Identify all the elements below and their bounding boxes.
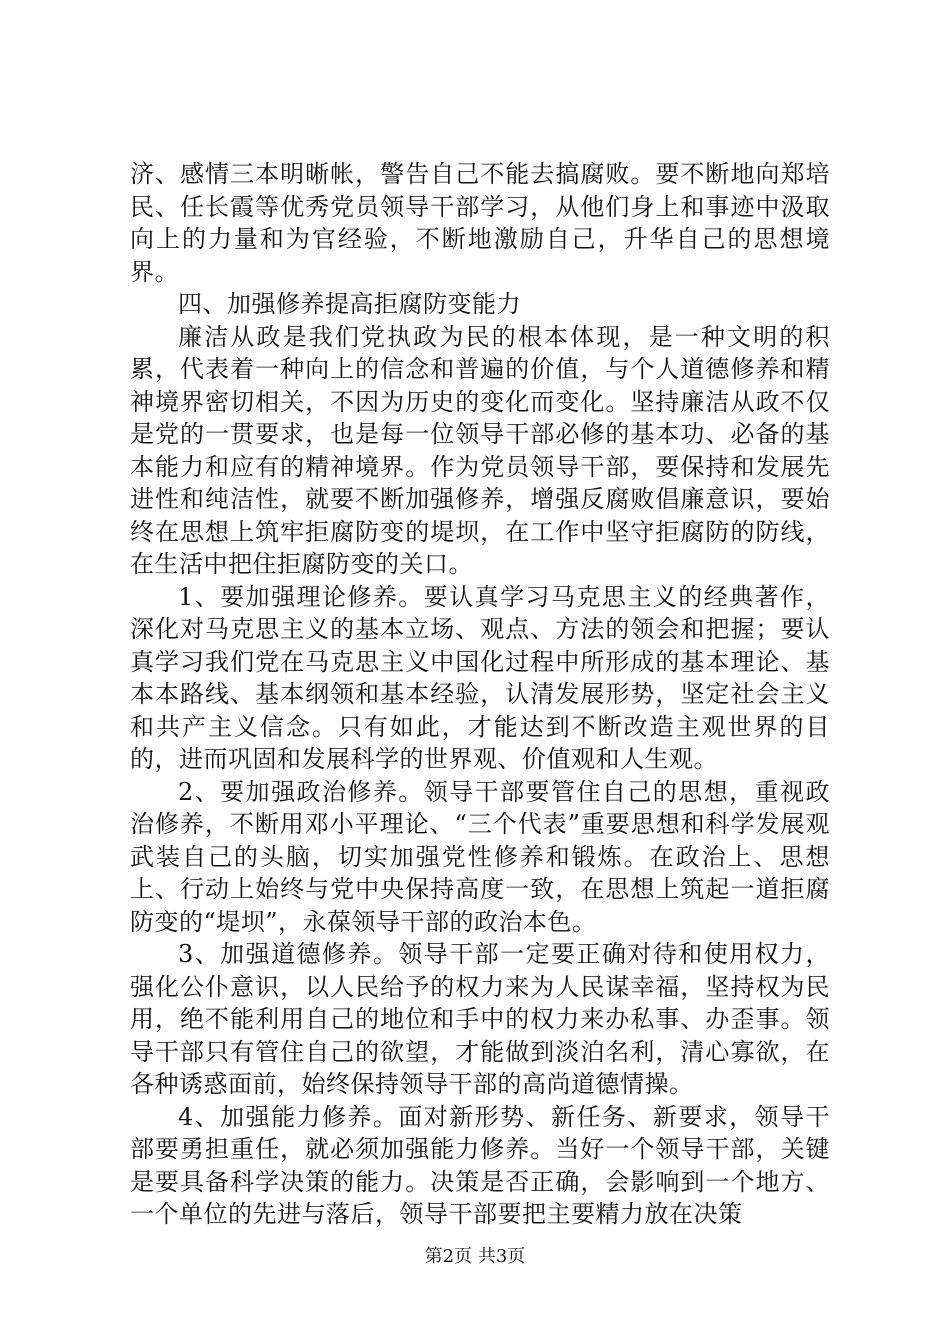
page-footer: 第2页 共3页	[424, 1246, 526, 1267]
paragraph-item-1: 1、要加强理论修养。要认真学习马克思主义的经典著作，深化对马克思主义的基本立场、观点、方法的领会和把握；要认真学习我们党在马克思主义中国化过程中所形成的基本理论、基本本路线、基本纲领和基本经验，认清发展形势，坚定社会主义和共产主义信念。只有如此，才能达到不断改造主观世界的目的，进而巩固和发展科学的世界观、价值观和人生观。	[130, 582, 830, 773]
paragraph-continuation: 济、感情三本明晰帐，警告自己不能去搞腐败。要不断地向郑培民、任长霞等优秀党员领导干部学习，从他们身上和事迹中汲取向上的力量和为官经验，不断地激励自己，升华自己的思想境界。	[130, 160, 830, 286]
section-heading: 四、加强修养提高拒腐防变能力	[178, 290, 521, 318]
paragraph-intro: 廉洁从政是我们党执政为民的根本体现，是一种文明的积累，代表着一种向上的信念和普遍的价值，与个人道德修养和精神境界密切相关，不因为历史的变化而变化。坚持廉洁从政不仅是党的一贯要求，也是每一位领导干部必修的基本功、必备的基本能力和应有的精神境界。作为党员领导干部，要保持和发展先进性和纯洁性，就要不断加强修养，增强反腐败倡廉意识，要始终在思想上筑牢拒腐防变的堤坝，在工作中坚守拒腐防的防线，在生活中把住拒腐防变的关口。	[130, 322, 830, 578]
paragraph-item-4: 4、加强能力修养。面对新形势、新任务、新要求，领导干部要勇担重任，就必须加强能力修养。当好一个领导干部，关键是要具备科学决策的能力。决策是否正确，会影响到一个地方、一个单位的先进与落后，领导干部要把主要精力放在决策	[130, 1102, 830, 1228]
paragraph-item-3: 3、加强道德修养。领导干部一定要正确对待和使用权力，强化公仆意识，以人民给予的权力来为人民谋幸福，坚持权为民用，绝不能利用自己的地位和手中的权力来办私事、办歪事。领导干部只有管住自己的欲望，才能做到淡泊名利，清心寡欲，在各种诱惑面前，始终保持领导干部的高尚道德情操。	[130, 940, 830, 1098]
paragraph-item-2: 2、要加强政治修养。领导干部要管住自己的思想，重视政治修养，不断用邓小平理论、“三个代表”重要思想和科学发展观武装自己的头脑，切实加强党性修养和锻炼。在政治上、思想上、行动上始终与党中央保持高度一致，在思想上筑起一道拒腐防变的“堤坝”，永葆领导干部的政治本色。	[130, 777, 830, 936]
document-body	[130, 158, 830, 1231]
